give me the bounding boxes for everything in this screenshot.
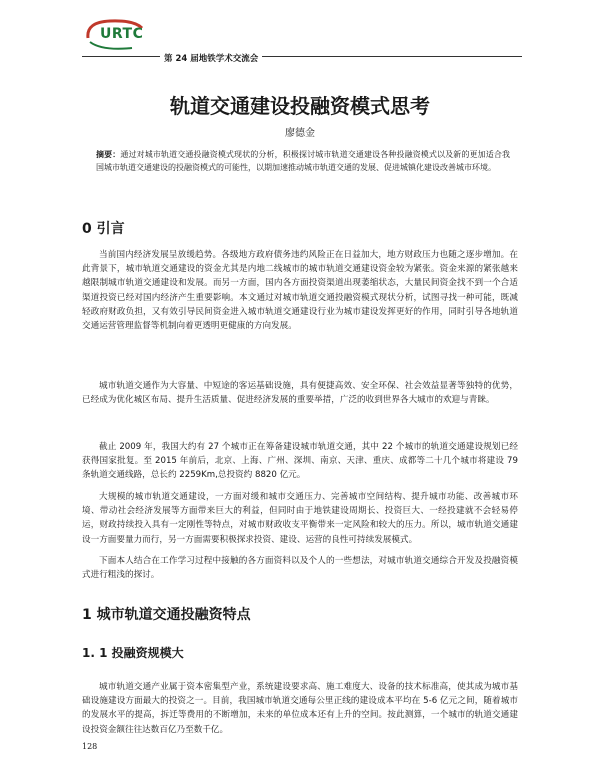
paper-title: 轨道交通建设投融资模式思考 — [170, 94, 430, 118]
section-0-paragraph-1: 当前国内经济发展呈放缓趋势。各级地方政府债务违约风险正在日益加大，地方财政压力也随之逐步增加。在此背景下，城市轨道交通建设的资金尤其是内地二线城市的城市轨道交通建设资金较为紧张。资金来源的紧张越来越限制城市轨道交通建设和发展。而另一方面，国内各方面投资渠道出现萎缩状态，大量民间资金找不到一个合适渠道投资已经对国内经济产生重要影响。本文通过对城市轨道交通投融资模式现状分析，试图寻找一种可能，既减轻政府财政负担，又有效引导民间资金进入城市轨道交通建设行业为城市建设发挥更好的作用，同时引导各地轨道交通运营管理监督等机制向着更透明更健康的方向发展。 — [82, 250, 518, 332]
conference-title: 第 24 届地铁学术交流会 — [160, 52, 262, 64]
abstract-text: 通过对城市轨道交通投融资模式现状的分析，积极探讨城市轨道交通建设各种投融资模式以及新的更加适合我国城市轨道交通建设的投融资模式的可能性，以期加速推动城市轨道交通的发展、促进城镇化建设改善城市环境。 — [96, 150, 511, 172]
section-1-1-paragraph-1: 城市轨道交通产业属于资本密集型产业，系统建设要求高、施工难度大、设备的技术标准高，使其成为城市基础设施建设方面最大的投资之一。目前，我国城市轨道交通每公里正线的建设成本平均在 5-6 亿元之间，随着城市的发展水平的提高，拆迁等费用的不断增加，未来的单位成本还有上升的空间。按此测算，一个城市的轨道交通建设投资金额往往达数百亿乃至数千亿。 — [82, 682, 518, 735]
logo-text: URTC — [100, 26, 144, 42]
section-0-paragraph-3: 截止 2009 年，我国大约有 27 个城市正在筹备建设城市轨道交通，其中 22 个城市的轨道交通建设规划已经获得国家批复。至 2015 年前后，北京、上海、广州、深圳、南京、天津、重庆、成都等二十几个城市将建设 79 条轨道交通线路，总长约 2259Km,总投资约 8820 亿元。 — [82, 442, 518, 481]
section-1-heading: 1 城市轨道交通投融资特点 — [82, 607, 251, 623]
paper-author: 廖德金 — [285, 128, 315, 139]
header-rule — [82, 56, 522, 57]
section-0-paragraph-2: 城市轨道交通作为大容量、中短途的客运基础设施，具有便捷高效、安全环保、社会效益显著等独特的优势，已经成为优化城区布局、提升生活质量、促进经济发展的重要举措，广泛的收到世界各大城市的欢迎与青睐。 — [82, 381, 518, 406]
section-0-paragraph-5: 下面本人结合在工作学习过程中接触的各方面资料以及个人的一些想法，对城市轨道交通综合开发及投融资模式进行粗浅的探讨。 — [82, 556, 518, 581]
section-0-heading: 0 引言 — [82, 221, 125, 237]
abstract-label: 摘要： — [96, 150, 121, 159]
abstract — [96, 148, 510, 174]
urtc-logo — [82, 18, 154, 52]
section-0-paragraph-4: 大规模的城市轨道交通建设，一方面对缓和城市交通压力、完善城市空间结构、提升城市功能、改善城市环境、带动社会经济发展等方面带来巨大的利益，但同时由于地铁建设周期长、投资巨大、一经投建就不会轻易停运，财政持续投入具有一定刚性等特点，对城市财政收支平衡带来一定风险和较大的压力。所以，城市轨道交通建设一方面要量力而行，另一方面需要积极探求投资、建设、运营的良性可持续发展模式。 — [82, 492, 518, 545]
section-1-1-heading: 1. 1 投融资规模大 — [82, 646, 184, 660]
page-number: 128 — [82, 742, 98, 751]
